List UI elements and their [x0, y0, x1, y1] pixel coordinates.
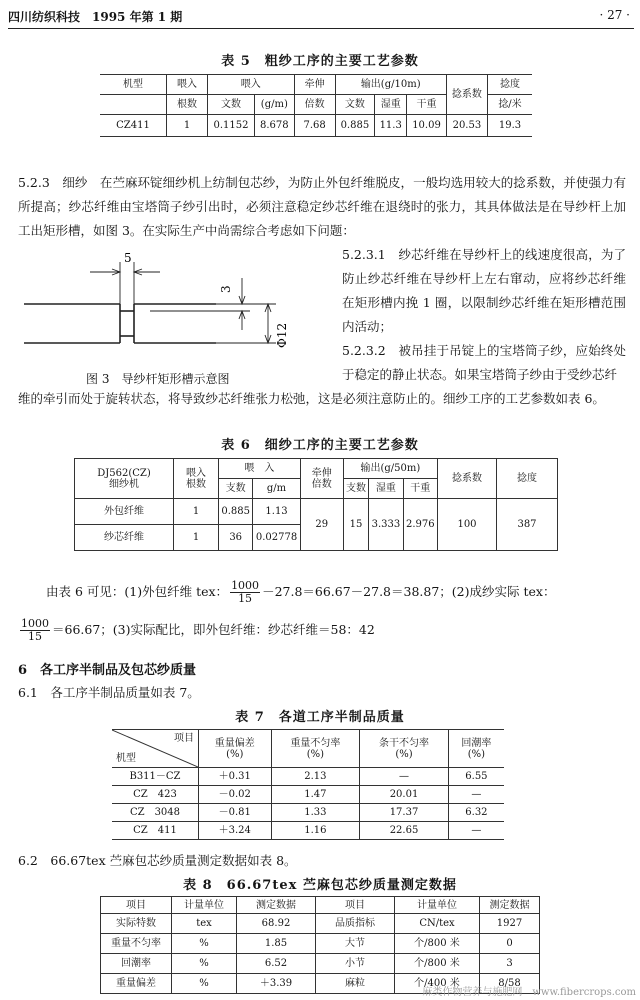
watermark: 麻类作物营养与施肥网 www.fibercrops.com [422, 987, 636, 998]
t8-cell: 回潮率 [101, 954, 172, 974]
table-row [112, 786, 504, 804]
t8-header: 计量单位 [395, 897, 480, 914]
fraction-2-den: 15 [28, 630, 42, 643]
table-row [112, 822, 504, 840]
t6-h-machine-2: 细纱机 [109, 478, 139, 490]
t5-h-draft2: 倍数 [294, 95, 335, 115]
t5-h-output: 输出(g/10m) [335, 75, 446, 95]
t7-cell: — [360, 768, 449, 786]
t5-h-wet: 湿重 [375, 95, 407, 115]
t6-h-machine [75, 459, 174, 499]
calc-text-b: －27.8＝66.67－27.8＝38.87；(2)成纱实际 tex： [262, 584, 556, 599]
t7-cell: －0.81 [199, 804, 272, 822]
t7-cell: CZ 3048 [112, 804, 199, 822]
t6-h-wet: 湿重 [369, 479, 403, 499]
t5-h-feed2: 根数 [167, 95, 208, 115]
t7-cell: ＋3.24 [199, 822, 272, 840]
t7-cell: CZ 411 [112, 822, 199, 840]
t5-cell: 19.3 [488, 115, 533, 137]
t6-twistf: 100 [438, 499, 497, 551]
t6-h-twistf: 捻系数 [438, 459, 497, 499]
t7-h-c2 [271, 730, 360, 768]
t6-row-name: 纱芯纤维 [75, 525, 174, 551]
t5-h-blank [100, 95, 167, 115]
t8-cell: 6.52 [237, 954, 316, 974]
t7-h-c2a: 重量不匀率 [290, 737, 341, 749]
table6 [74, 458, 558, 551]
t7-cell: CZ 423 [112, 786, 199, 804]
t8-cell: 麻粒 [316, 974, 395, 994]
t7-cell: B311－CZ [112, 768, 199, 786]
t7-h-c1b: (%) [226, 748, 244, 760]
t5-h-draft: 牵伸 [294, 75, 335, 95]
t6-h-twist: 捻度 [497, 459, 558, 499]
t8-cell: 3 [480, 954, 540, 974]
section-5-2-3-2-overflow: 维的牵引而处于旋转状态，将导致纱芯纤维张力松弛，这是必须注意防止的。细纱工序的工艺参数如表 6。 [18, 391, 605, 406]
t7-h-item: 项目 [174, 733, 194, 744]
t7-cell: — [448, 786, 504, 804]
t8-cell: tex [172, 914, 237, 934]
t6-h-in-count: 支数 [219, 479, 253, 499]
table-row [112, 768, 504, 786]
t6-h-in-gm: g/m [253, 479, 300, 499]
page-number: · 27 · [599, 8, 630, 22]
t5-cell: 7.68 [294, 115, 335, 137]
t8-cell: % [172, 974, 237, 994]
t6-h-machine-1: DJ562(CZ) [97, 467, 151, 479]
t5-cell: 0.885 [335, 115, 375, 137]
t7-cell: ＋0.31 [199, 768, 272, 786]
t6-h-feed-1: 喂入 [186, 467, 206, 479]
t8-cell: 1927 [480, 914, 540, 934]
t6-row-gm: 1.13 [253, 499, 300, 525]
t8-cell: % [172, 934, 237, 954]
t5-h-twist-unit: 捻/米 [488, 95, 533, 115]
t8-cell: 68.92 [237, 914, 316, 934]
figure3-caption: 图 3 导纱杆矩形槽示意图 [86, 372, 230, 386]
t7-h-corner [112, 730, 199, 768]
fig3-dim-3: 3 [219, 285, 233, 293]
t5-cell: 1 [167, 115, 208, 137]
t8-cell: 实际特数 [101, 914, 172, 934]
t8-cell: 个/800 米 [395, 934, 480, 954]
section-5-2-3-2-start [342, 339, 626, 387]
t6-h-output: 输出(g/50m) [343, 459, 437, 479]
t7-cell: －0.02 [199, 786, 272, 804]
table-row [101, 914, 540, 934]
t7-h-c3a: 条干不匀率 [379, 737, 430, 749]
t7-cell: 6.55 [448, 768, 504, 786]
t6-h-dry: 干重 [403, 479, 437, 499]
t8-header: 计量单位 [172, 897, 237, 914]
fraction-1 [230, 580, 260, 605]
t7-cell: — [448, 822, 504, 840]
section-5-2-3-2: 5.2.3.2 被吊挂于吊锭上的宝塔筒子纱，应始终处于稳定的静止状态。如果宝塔筒子纱由于受纱芯纤 [342, 343, 626, 382]
t8-cell: % [172, 954, 237, 974]
t6-dry: 2.976 [403, 499, 437, 551]
t6-wet: 3.333 [369, 499, 403, 551]
t8-cell: 0 [480, 934, 540, 954]
t6-out-count: 15 [343, 499, 369, 551]
calc-line-2 [18, 618, 375, 643]
t7-h-c4a: 回潮率 [461, 737, 492, 749]
t8-cell: 重量不匀率 [101, 934, 172, 954]
section-6-1: 6.1 各工序半制品质量如表 7。 [18, 685, 200, 700]
t5-cell: 0.1152 [208, 115, 255, 137]
t6-row-count: 36 [219, 525, 253, 551]
section-5-2-3: 5.2.3 细纱 在苎麻环锭细纱机上纺制包芯纱，为防止外包纤维脱皮，一般均选用较大的捻系数，并使强力有所提高；纱芯纤维由宝塔筒子纱引出时，必须注意稳定纱芯纤维在退绕时的张力，其具体做法是在导纱杆上加工出矩形槽，如图 3。在实际生产中尚需综合考虑如下问题： [18, 175, 626, 238]
t6-h-input: 喂 入 [219, 459, 301, 479]
t6-row-count: 0.885 [219, 499, 253, 525]
section-5-2-3-1: 5.2.3.1 纱芯纤维在导纱杆上的线速度很高，为了防止纱芯纤维在导纱杆上左右窜动，应将纱芯纤维在矩形槽内挽 1 圈，以限制纱芯纤维在矩形槽范围内活动； [342, 247, 626, 334]
t6-row-gm: 0.02778 [253, 525, 300, 551]
fraction-1-num: 1000 [231, 579, 260, 592]
t5-h-dry: 干重 [407, 95, 447, 115]
t7-cell: 1.33 [271, 804, 360, 822]
t7-h-c4 [448, 730, 504, 768]
t6-h-feed [174, 459, 219, 499]
t8-cell: ＋3.39 [237, 974, 316, 994]
table7 [112, 729, 504, 840]
t5-h-twist: 捻度 [488, 75, 533, 95]
t5-cell: 20.53 [446, 115, 487, 137]
t7-h-c3 [360, 730, 449, 768]
t7-h-c1a: 重量偏差 [214, 737, 255, 749]
t5-h-in-count: 文数 [208, 95, 255, 115]
table-row [101, 954, 540, 974]
section-5-2-3-2-continued [18, 387, 626, 435]
t6-h-draft [300, 459, 343, 499]
t7-cell: 6.32 [448, 804, 504, 822]
t6-h-draft-1: 牵伸 [311, 467, 332, 479]
fraction-1-den: 15 [238, 592, 253, 605]
t5-cell: CZ411 [100, 115, 167, 137]
t8-cell: 品质指标 [316, 914, 395, 934]
t8-cell: 1.85 [237, 934, 316, 954]
fraction-2 [20, 618, 50, 643]
t7-h-c1 [199, 730, 272, 768]
t7-cell: 17.37 [360, 804, 449, 822]
t6-row-feed: 1 [174, 499, 219, 525]
journal-title: 四川纺织科技 1995 年第 1 期 [8, 10, 183, 24]
page-header [8, 6, 634, 29]
t5-h-out-count: 文数 [335, 95, 375, 115]
table5-caption: 表 5 粗纱工序的主要工艺参数 [221, 54, 419, 69]
t8-cell: 个/400 米 [395, 974, 480, 994]
table-row [112, 804, 504, 822]
t8-cell: 小节 [316, 954, 395, 974]
t5-h-in-gm: (g/m) [255, 95, 295, 115]
t5-h-input: 喂入 [208, 75, 295, 95]
figure3 [20, 248, 340, 386]
table5 [100, 74, 532, 137]
t8-header: 项目 [101, 897, 172, 914]
t8-cell: 个/800 米 [395, 954, 480, 974]
t7-h-c4b: (%) [467, 748, 486, 760]
table7-caption: 表 7 各道工序半制品质量 [235, 710, 405, 725]
t7-cell: 1.16 [271, 822, 360, 840]
t8-cell: CN/tex [395, 914, 480, 934]
t8-header: 项目 [316, 897, 395, 914]
t6-h-out-count: 支数 [343, 479, 369, 499]
t8-cell: 重量偏差 [101, 974, 172, 994]
t8-cell: 8/58 [480, 974, 540, 994]
t7-h-c3b: (%) [395, 748, 413, 760]
figure3-drawing [20, 248, 340, 368]
t8-header: 测定数据 [237, 897, 316, 914]
t5-h-feed: 喂入 [167, 75, 208, 95]
table8 [100, 896, 540, 994]
table-row [101, 934, 540, 954]
t7-cell: 20.01 [360, 786, 449, 804]
t6-row-name: 外包纤维 [75, 499, 174, 525]
fig3-dim-12: Φ12 [275, 322, 289, 348]
section-6-heading: 6 各工序半制品及包芯纱质量 [18, 663, 197, 678]
t7-cell: 2.13 [271, 768, 360, 786]
fraction-2-num: 1000 [21, 617, 49, 630]
table6-caption: 表 6 细纱工序的主要工艺参数 [221, 438, 419, 453]
t5-cell: 10.09 [407, 115, 447, 137]
t5-cell: 8.678 [255, 115, 295, 137]
t7-cell: 1.47 [271, 786, 360, 804]
table8-caption: 表 8 66.67tex 苎麻包芯纱质量测定数据 [183, 878, 457, 893]
t6-twist: 387 [497, 499, 558, 551]
calc-line-1 [46, 580, 555, 605]
t8-header: 测定数据 [480, 897, 540, 914]
t5-cell: 11.3 [375, 115, 407, 137]
t5-h-twistf: 捻系数 [446, 75, 487, 115]
t7-h-c2b: (%) [306, 748, 325, 760]
t7-h-machine: 机型 [116, 753, 136, 764]
t6-h-draft-2: 倍数 [311, 478, 332, 490]
t5-h-machine: 机型 [100, 75, 167, 95]
section-6-2: 6.2 66.67tex 苎麻包芯纱质量测定数据如表 8。 [18, 853, 297, 868]
calc-text-a: 由表 6 可见：(1)外包纤维 tex： [46, 584, 229, 599]
t8-cell: 大节 [316, 934, 395, 954]
fig3-dim-5: 5 [124, 251, 132, 265]
t6-row-feed: 1 [174, 525, 219, 551]
t7-cell: 22.65 [360, 822, 449, 840]
t6-h-feed-2: 根数 [186, 478, 206, 490]
t6-draft: 29 [300, 499, 343, 551]
calc-text-c: ＝66.67；(3)实际配比，即外包纤维：纱芯纤维＝58：42 [52, 622, 375, 637]
